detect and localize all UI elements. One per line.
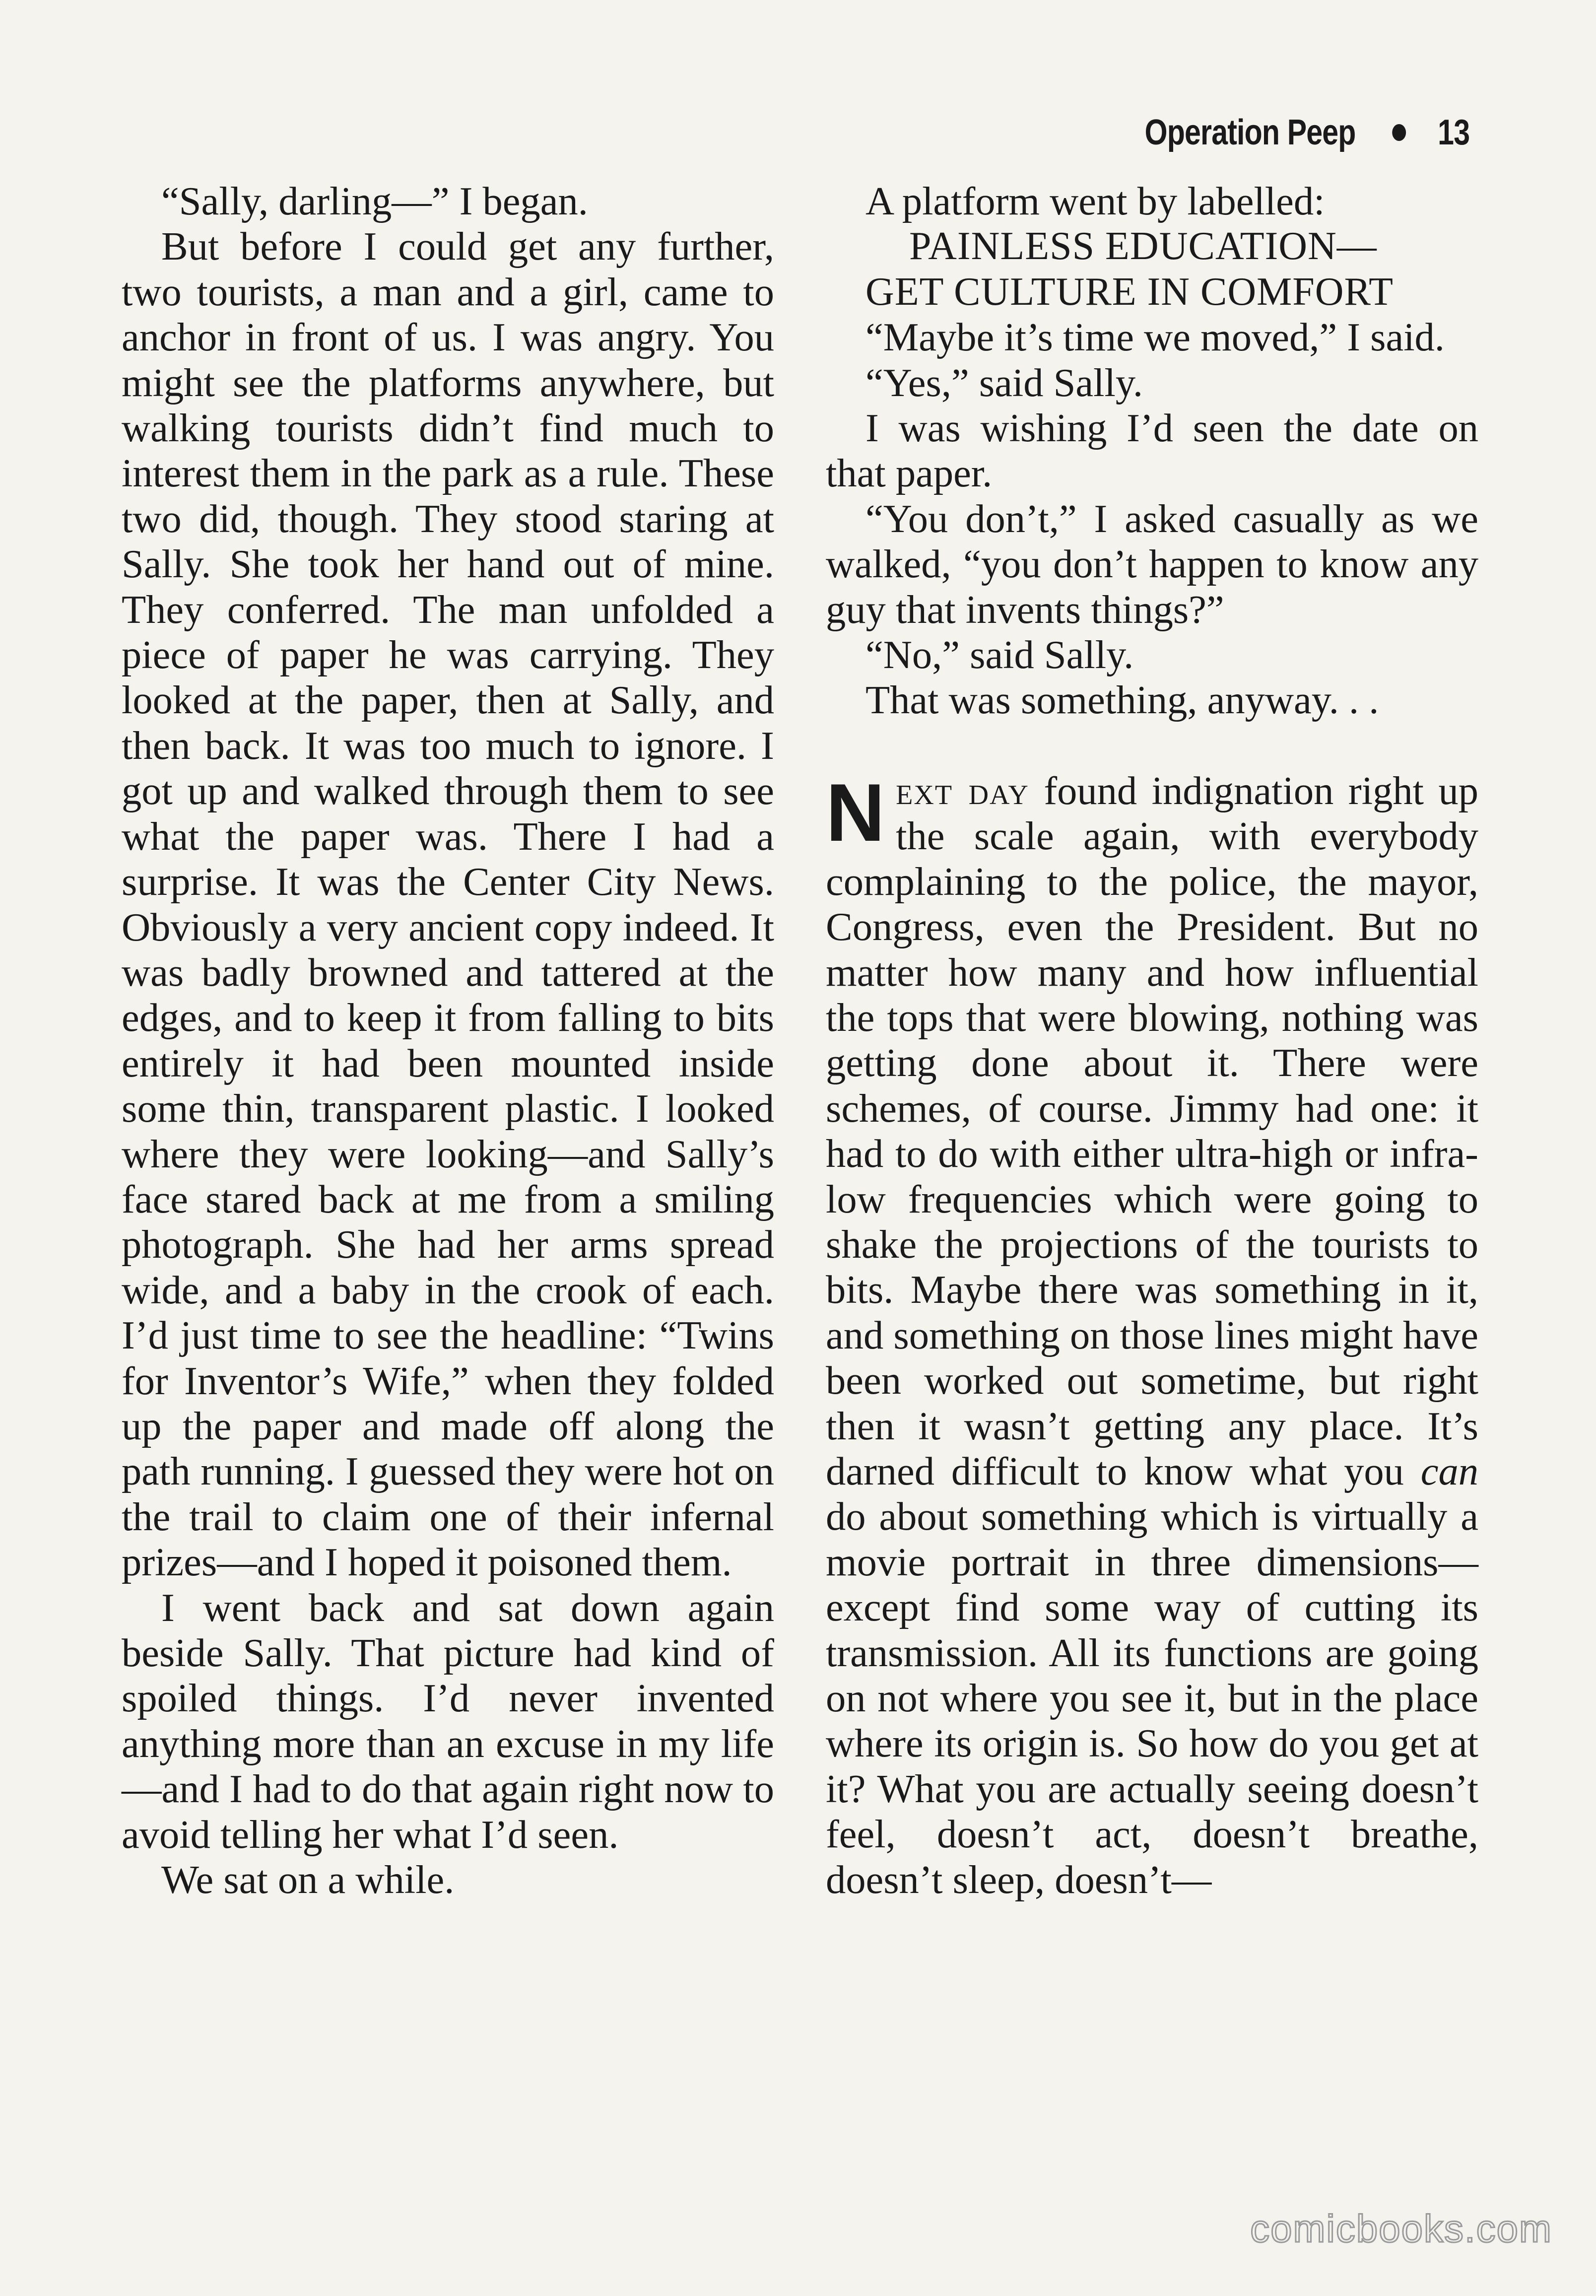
paragraph: I went back and sat down again beside Sally. That picture had kind of spoiled things. I’d never invented anything more than an excuse in my life—and I had to do that again right now to avoid telling her what I’d seen. <box>122 1585 774 1857</box>
sign-line: GET CULTURE IN COMFORT <box>865 270 1394 314</box>
site-watermark: comicbooks.com <box>1250 2207 1552 2250</box>
paragraph: “Maybe it’s time we moved,” I said. <box>865 315 1445 360</box>
section-break <box>826 723 1478 768</box>
page-number: 13 <box>1437 113 1469 152</box>
sign-line: PAINLESS EDUCATION— <box>909 224 1377 269</box>
paragraph: “Yes,” said Sally. <box>865 360 1143 405</box>
running-title: Operation Peep <box>1144 113 1356 152</box>
small-caps-lead: ext day <box>896 768 1029 813</box>
emphasis: can <box>1420 1449 1478 1493</box>
drop-cap: N <box>826 766 885 858</box>
running-header <box>1144 112 1469 153</box>
paragraph: We sat on a while. <box>161 1858 455 1902</box>
section-text-end: do about something which is virtually a movie portrait in three dimensions—except find some way of cutting its transmission. All its functions are going on not where you see it, but in the place where its origin is. So how do you get at it? What you are actually seeing doesn’t feel, doesn’t act, doesn’t breathe, doesn’t sleep, doesn’t— <box>826 1494 1478 1902</box>
paragraph: That was something, anyway. . . <box>865 678 1379 723</box>
paragraph: “Sally, darling—” I began. <box>161 179 588 223</box>
platform-sign <box>826 224 1478 315</box>
paragraph: “No,” said Sally. <box>865 633 1134 677</box>
section-paragraph <box>826 768 1478 1902</box>
section-text: found indignation right up the scale again, with everybody complaining to the police, the mayor, Congress, even the President. But no matter how many and how influential the tops that were blowing, nothing was getting done about it. There were schemes, of course. Jimmy had one: it had to do with either ultra-high or infra-low frequencies which were going to shake the projections of the tourists to bits. Maybe there was something in it, and something on those lines might have been worked out sometime, but right then it wasn’t getting any place. It’s darned difficult to know what you <box>826 768 1478 1493</box>
bullet-separator <box>1392 124 1406 141</box>
paragraph: But before I could get any further, two tourists, a man and a girl, came to anchor in front of us. I was angry. You might see the platforms anywhere, but walking tourists didn’t find much to interest them in the park as a rule. These two did, though. They stood staring at Sally. She took her hand out of mine. They conferred. The man unfolded a piece of paper he was carrying. They looked at the paper, then at Sally, and then back. It was too much to ignore. I got up and walked through them to see what the paper was. There I had a surprise. It was the Center City News. Obviously a very ancient copy indeed. It was badly browned and tattered at the edges, and to keep it from falling to bits entirely it had been mounted inside some thin, transparent plastic. I looked where they were looking—and Sally’s face stared back at me from a smiling photograph. She had her arms spread wide, and a baby in the crook of each. I’d just time to see the headline: “Twins for Inventor’s Wife,” when they folded up the paper and made off along the path running. I guessed they were hot on the trail to claim one of their infernal prizes—and I hoped it poisoned them. <box>122 224 774 1585</box>
left-column <box>122 179 774 1902</box>
paragraph: I was wishing I’d seen the date on that paper. <box>826 406 1478 496</box>
paragraph: “You don’t,” I asked casually as we walked, “you don’t happen to know any guy that invents things?” <box>826 496 1478 632</box>
paragraph: A platform went by labelled: <box>865 179 1325 223</box>
right-column <box>826 179 1478 1902</box>
